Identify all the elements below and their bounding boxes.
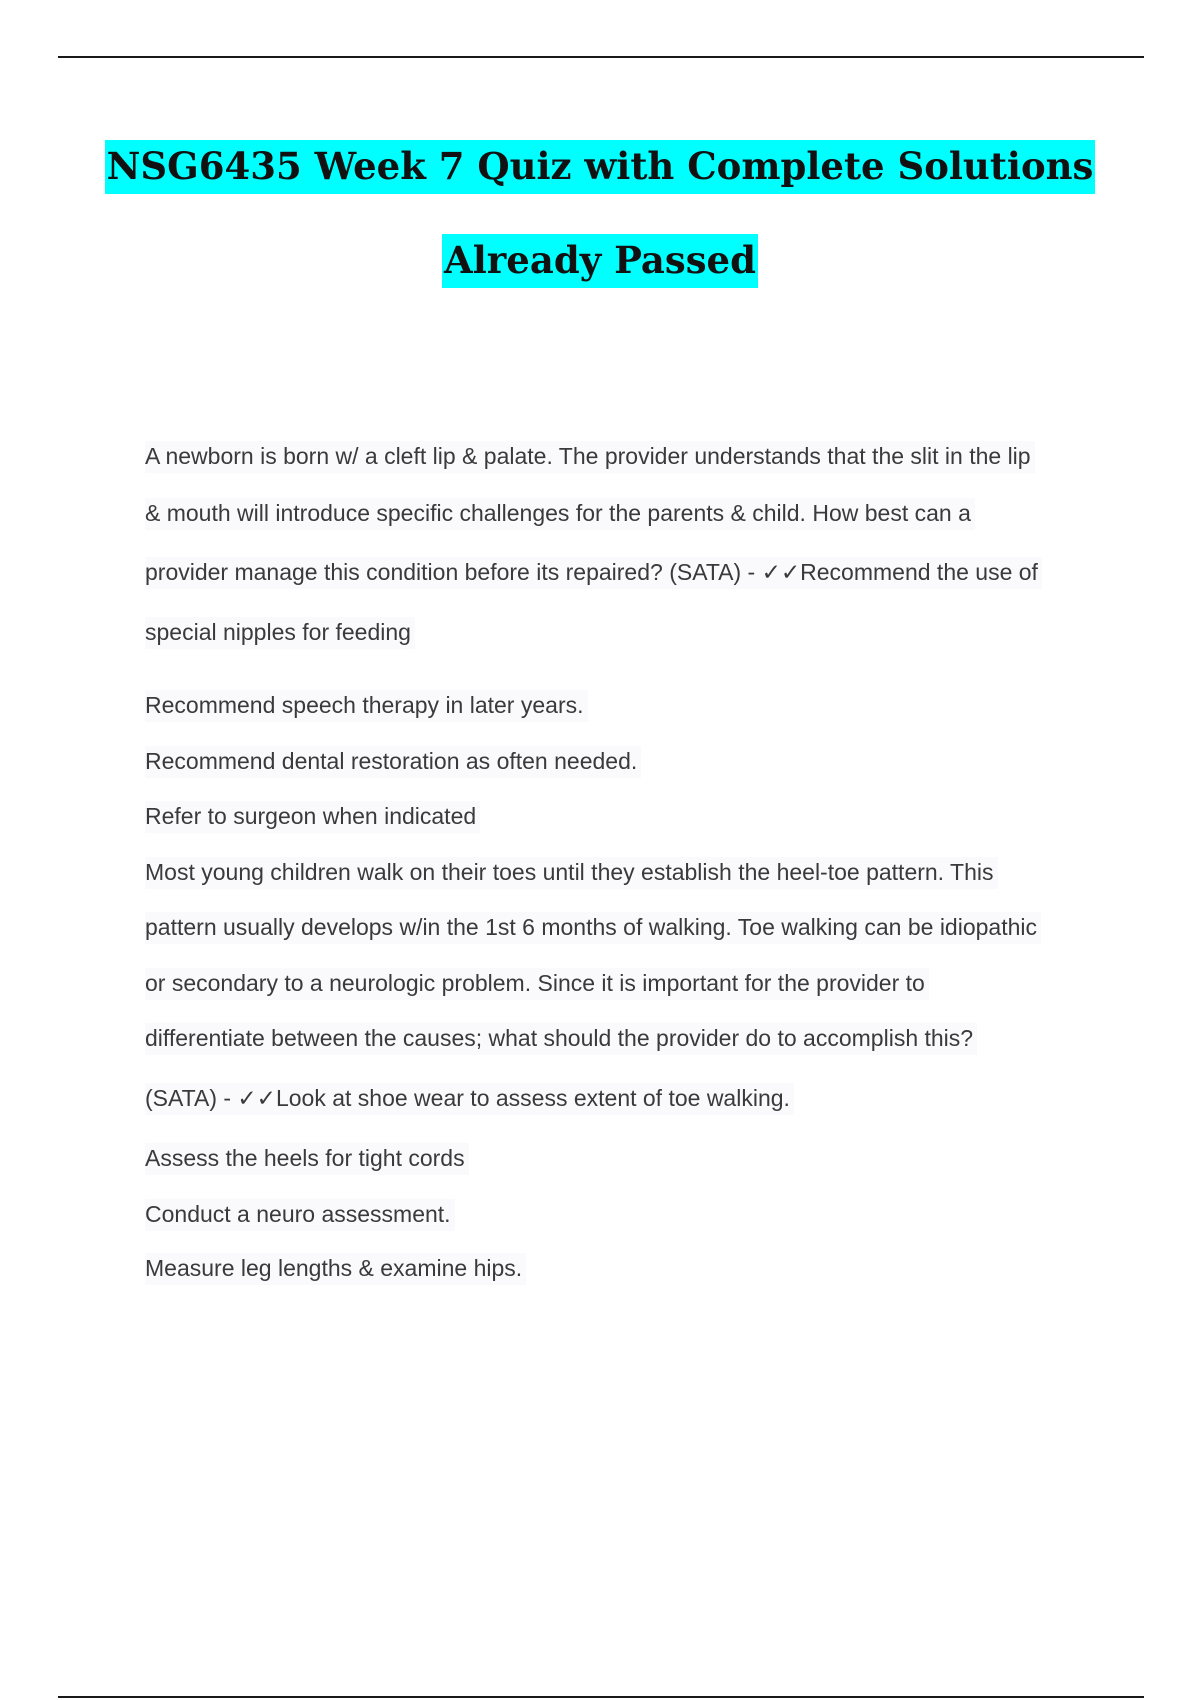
- question2-line: or secondary to a neurologic problem. Since it is important for the provider to: [145, 968, 929, 1000]
- question1-line: A newborn is born w/ a cleft lip & palate. The provider understands that the slit in the lip: [145, 441, 1035, 473]
- title-text-1: NSG6435 Week 7 Quiz with Complete Solutions: [105, 140, 1096, 194]
- title-text-2: Already Passed: [442, 234, 758, 288]
- question1-line: special nipples for feeding: [145, 617, 415, 649]
- bottom-rule: [58, 1696, 1144, 1698]
- title-line-2: [0, 238, 1200, 282]
- question2-line: (SATA) - ✓✓Look at shoe wear to assess extent of toe walking.: [145, 1083, 794, 1115]
- question2-line: pattern usually develops w/in the 1st 6 months of walking. Toe walking can be idiopathic: [145, 912, 1041, 944]
- question1-answer: Recommend speech therapy in later years.: [145, 690, 588, 722]
- title-line-1: [0, 144, 1200, 188]
- question2-answer: Conduct a neuro assessment.: [145, 1199, 455, 1231]
- question1-answer: Refer to surgeon when indicated: [145, 801, 480, 833]
- question1-line: & mouth will introduce specific challenges for the parents & child. How best can a: [145, 498, 975, 530]
- question2-answer: Assess the heels for tight cords: [145, 1143, 469, 1175]
- question1-line: provider manage this condition before its repaired? (SATA) - ✓✓Recommend the use of: [145, 557, 1042, 589]
- question1-answer: Recommend dental restoration as often needed.: [145, 746, 641, 778]
- top-rule: [58, 56, 1144, 58]
- question2-answer: Measure leg lengths & examine hips.: [145, 1253, 526, 1285]
- question2-line: Most young children walk on their toes until they establish the heel-toe pattern. This: [145, 857, 998, 889]
- question2-line: differentiate between the causes; what should the provider do to accomplish this?: [145, 1023, 977, 1055]
